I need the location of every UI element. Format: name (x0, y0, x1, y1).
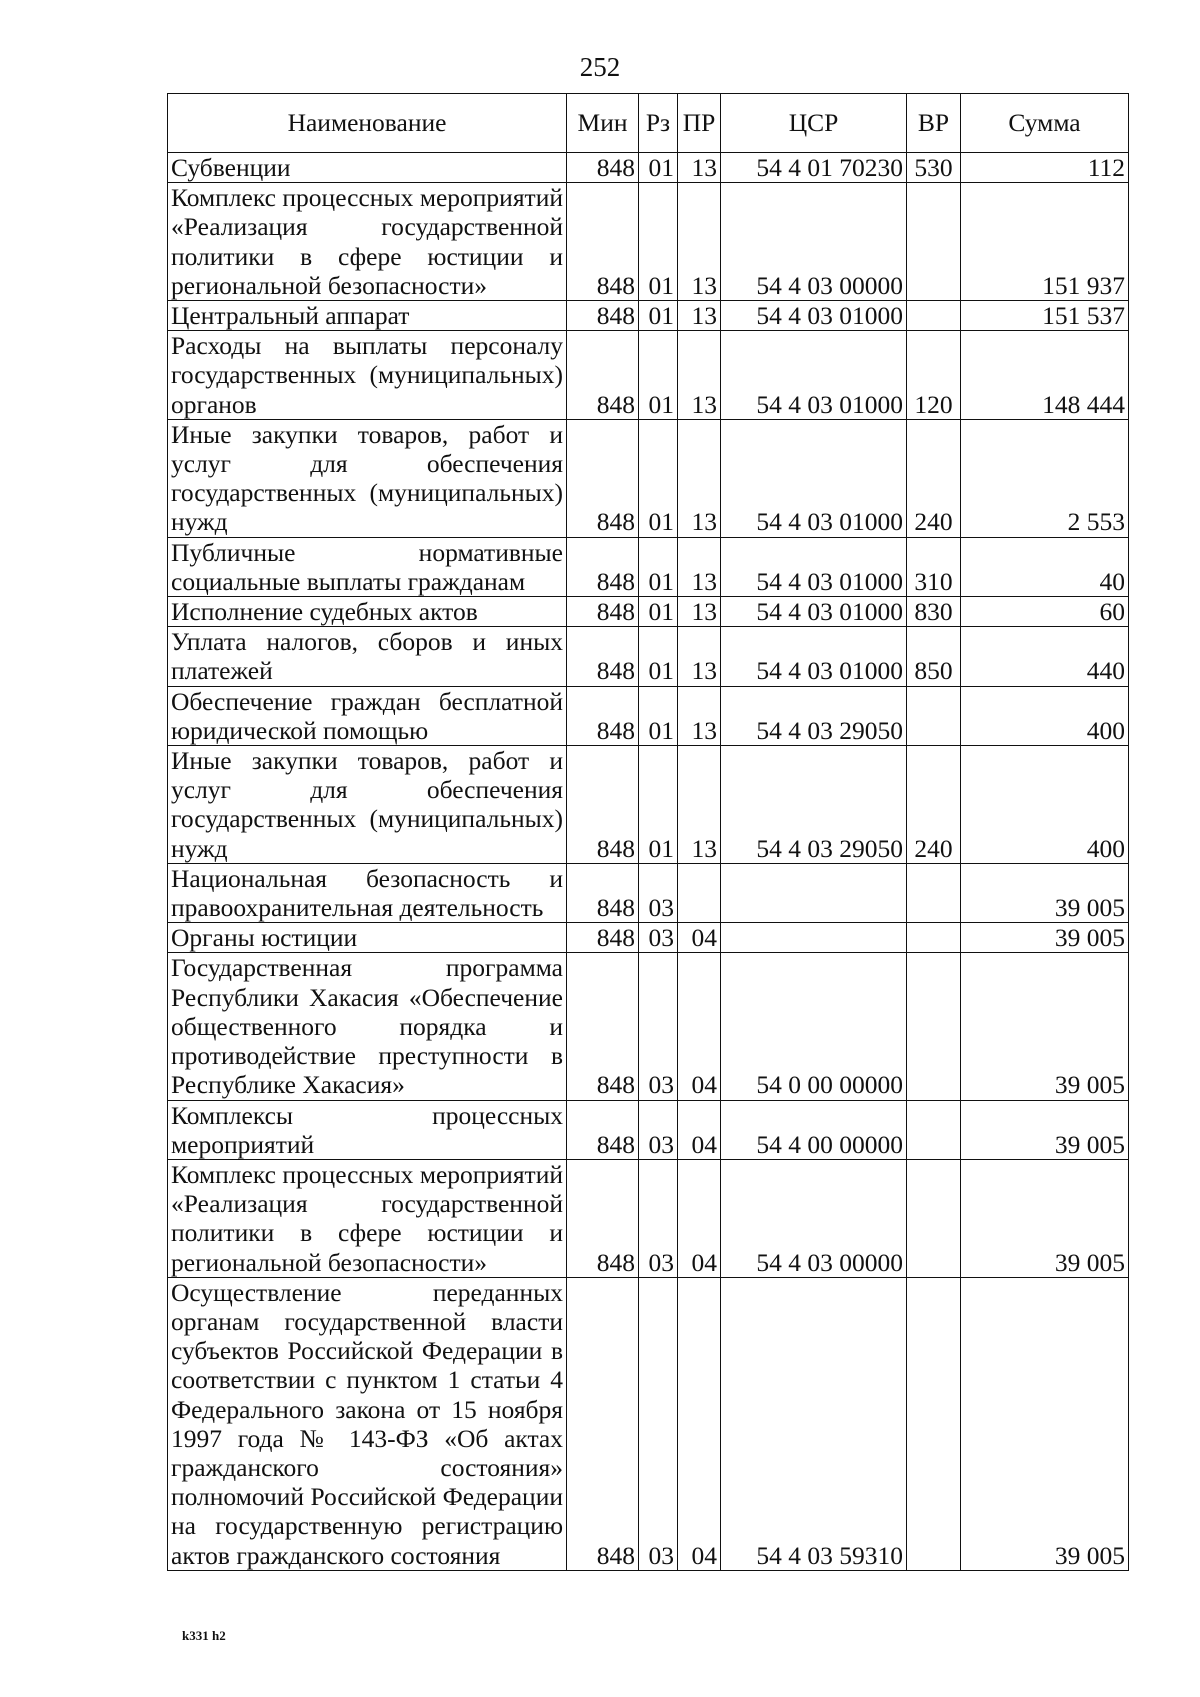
row-min: 848 (567, 686, 639, 745)
row-pr: 13 (678, 419, 721, 537)
row-vr: 850 (907, 627, 961, 686)
header-sum: Сумма (961, 94, 1129, 153)
row-rz: 01 (639, 597, 678, 627)
row-rz: 01 (639, 183, 678, 301)
table-row (168, 331, 1129, 420)
row-min: 848 (567, 953, 639, 1100)
row-csr (721, 923, 907, 953)
row-name: Национальная безопасность и правоохранительная деятельность (168, 863, 567, 922)
row-min: 848 (567, 597, 639, 627)
row-rz: 03 (639, 1100, 678, 1159)
row-csr: 54 4 03 59310 (721, 1277, 907, 1570)
table-row (168, 863, 1129, 922)
row-name: Субвенции (168, 153, 567, 183)
row-min: 848 (567, 923, 639, 953)
table-row (168, 746, 1129, 864)
row-vr (907, 1100, 961, 1159)
row-vr (907, 953, 961, 1100)
row-pr: 13 (678, 627, 721, 686)
table-row (168, 1277, 1129, 1570)
row-rz: 01 (639, 627, 678, 686)
row-pr: 04 (678, 923, 721, 953)
row-sum: 40 (961, 537, 1129, 596)
row-name: Центральный аппарат (168, 301, 567, 331)
row-vr: 120 (907, 331, 961, 420)
row-name: Государственная программа Республики Хакасия «Обеспечение общественного порядка и противодействие преступности в Республике Хакасия» (168, 953, 567, 1100)
table-row (168, 597, 1129, 627)
row-name: Иные закупки товаров, работ и услуг для обеспечения государственных (муниципальных) нужд (168, 746, 567, 864)
row-csr: 54 4 03 01000 (721, 627, 907, 686)
row-sum: 39 005 (961, 923, 1129, 953)
row-pr: 13 (678, 183, 721, 301)
row-csr: 54 4 03 29050 (721, 746, 907, 864)
row-csr: 54 4 00 00000 (721, 1100, 907, 1159)
row-csr: 54 4 03 00000 (721, 183, 907, 301)
row-name: Осуществление переданных органам государственной власти субъектов Российской Федерации в соответствии с пунктом 1 статьи 4 Федерального закона от 15 ноября 1997 года № 143-ФЗ «Об актах гражданского состояния» полномочий Российской Федерации на государственную регистрацию актов гражданского состояния (168, 1277, 567, 1570)
page-number: 252 (579, 52, 621, 82)
row-name: Исполнение судебных актов (168, 597, 567, 627)
table-row (168, 953, 1129, 1100)
row-sum: 2 553 (961, 419, 1129, 537)
table-row (168, 419, 1129, 537)
header-name: Наименование (168, 94, 567, 153)
row-name: Уплата налогов, сборов и иных платежей (168, 627, 567, 686)
table-row (168, 537, 1129, 596)
row-min: 848 (567, 301, 639, 331)
header-csr: ЦСР (721, 94, 907, 153)
row-vr (907, 686, 961, 745)
table-row (168, 1159, 1129, 1277)
row-name: Органы юстиции (168, 923, 567, 953)
row-sum: 39 005 (961, 1277, 1129, 1570)
table-row (168, 183, 1129, 301)
row-rz: 01 (639, 686, 678, 745)
row-min: 848 (567, 183, 639, 301)
row-pr: 04 (678, 1159, 721, 1277)
row-sum: 151 537 (961, 301, 1129, 331)
row-min: 848 (567, 331, 639, 420)
row-sum: 148 444 (961, 331, 1129, 420)
row-pr: 13 (678, 686, 721, 745)
row-rz: 03 (639, 863, 678, 922)
row-min: 848 (567, 627, 639, 686)
row-rz: 03 (639, 1277, 678, 1570)
row-pr (678, 863, 721, 922)
row-rz: 01 (639, 746, 678, 864)
row-name: Комплекс процессных мероприятий «Реализация государственной политики в сфере юстиции и региональной безопасности» (168, 1159, 567, 1277)
row-pr: 13 (678, 301, 721, 331)
header-min: Мин (567, 94, 639, 153)
row-rz: 01 (639, 419, 678, 537)
row-csr: 54 4 01 70230 (721, 153, 907, 183)
row-pr: 13 (678, 746, 721, 864)
row-min: 848 (567, 863, 639, 922)
table-row (168, 153, 1129, 183)
row-vr (907, 923, 961, 953)
table-row (168, 1100, 1129, 1159)
row-name: Обеспечение граждан бесплатной юридической помощью (168, 686, 567, 745)
row-vr: 240 (907, 419, 961, 537)
row-vr (907, 863, 961, 922)
row-sum: 39 005 (961, 1159, 1129, 1277)
row-vr (907, 1159, 961, 1277)
table-row (168, 627, 1129, 686)
row-rz: 01 (639, 537, 678, 596)
row-rz: 03 (639, 1159, 678, 1277)
budget-table (167, 93, 1129, 1571)
row-csr: 54 4 03 01000 (721, 301, 907, 331)
row-sum: 440 (961, 627, 1129, 686)
row-pr: 04 (678, 1100, 721, 1159)
table-row (168, 686, 1129, 745)
row-csr: 54 4 03 01000 (721, 331, 907, 420)
row-pr: 04 (678, 1277, 721, 1570)
table-row (168, 923, 1129, 953)
header-vr: ВР (907, 94, 961, 153)
row-sum: 39 005 (961, 953, 1129, 1100)
row-vr: 310 (907, 537, 961, 596)
row-pr: 13 (678, 153, 721, 183)
row-min: 848 (567, 537, 639, 596)
row-name: Расходы на выплаты персоналу государственных (муниципальных) органов (168, 331, 567, 420)
row-min: 848 (567, 1100, 639, 1159)
row-csr: 54 4 03 01000 (721, 419, 907, 537)
row-csr: 54 0 00 00000 (721, 953, 907, 1100)
row-csr: 54 4 03 01000 (721, 537, 907, 596)
row-rz: 01 (639, 301, 678, 331)
row-vr: 240 (907, 746, 961, 864)
row-pr: 13 (678, 597, 721, 627)
table-row (168, 301, 1129, 331)
row-pr: 04 (678, 953, 721, 1100)
table-header-row (168, 94, 1129, 153)
row-min: 848 (567, 419, 639, 537)
row-csr: 54 4 03 29050 (721, 686, 907, 745)
row-vr (907, 1277, 961, 1570)
row-csr: 54 4 03 00000 (721, 1159, 907, 1277)
row-rz: 03 (639, 923, 678, 953)
row-pr: 13 (678, 537, 721, 596)
row-sum: 39 005 (961, 1100, 1129, 1159)
row-vr: 530 (907, 153, 961, 183)
row-name: Иные закупки товаров, работ и услуг для обеспечения государственных (муниципальных) нужд (168, 419, 567, 537)
row-csr: 54 4 03 01000 (721, 597, 907, 627)
row-min: 848 (567, 746, 639, 864)
row-name: Публичные нормативные социальные выплаты гражданам (168, 537, 567, 596)
row-sum: 151 937 (961, 183, 1129, 301)
row-vr (907, 301, 961, 331)
row-name: Комплекс процессных мероприятий «Реализация государственной политики в сфере юстиции и региональной безопасности» (168, 183, 567, 301)
row-sum: 60 (961, 597, 1129, 627)
row-rz: 03 (639, 953, 678, 1100)
row-min: 848 (567, 1159, 639, 1277)
row-sum: 39 005 (961, 863, 1129, 922)
row-vr (907, 183, 961, 301)
header-pr: ПР (678, 94, 721, 153)
row-rz: 01 (639, 153, 678, 183)
header-rz: Рз (639, 94, 678, 153)
row-rz: 01 (639, 331, 678, 420)
row-name: Комплексы процессных мероприятий (168, 1100, 567, 1159)
row-min: 848 (567, 153, 639, 183)
row-sum: 400 (961, 746, 1129, 864)
footer-code: k331 h2 (182, 1628, 226, 1643)
row-vr: 830 (907, 597, 961, 627)
row-csr (721, 863, 907, 922)
row-pr: 13 (678, 331, 721, 420)
row-sum: 112 (961, 153, 1129, 183)
row-sum: 400 (961, 686, 1129, 745)
row-min: 848 (567, 1277, 639, 1570)
